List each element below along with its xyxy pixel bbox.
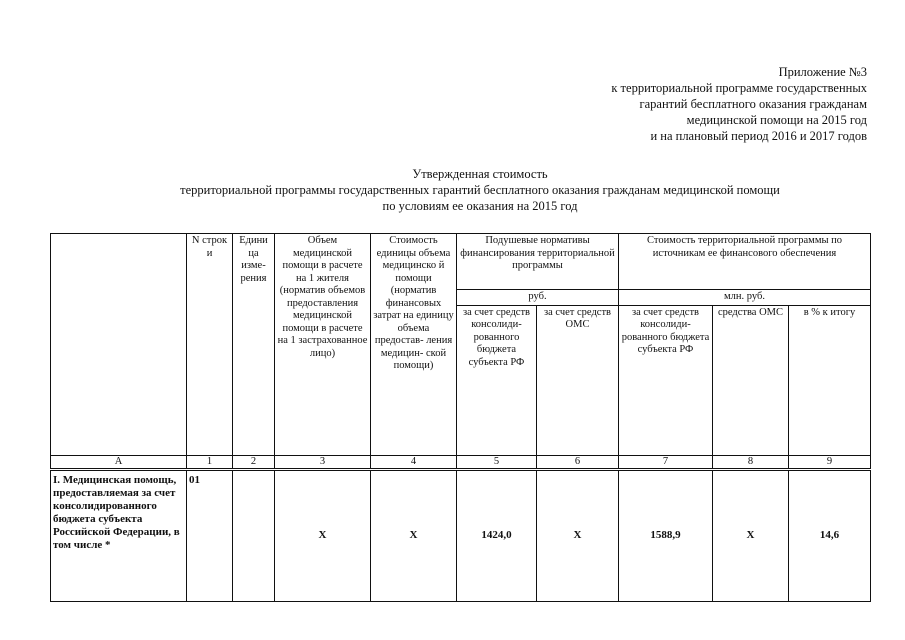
document-title [40, 166, 905, 214]
appendix-line: медицинской помощи на 2015 год [686, 113, 867, 127]
cost-table [50, 233, 871, 602]
header-row-1 [51, 234, 871, 290]
index-cell: 2 [233, 455, 275, 469]
row-c8: Х [713, 469, 789, 601]
row-c4: Х [371, 469, 457, 601]
header-mln-rub: млн. руб. [619, 290, 871, 306]
row-c9: 14,6 [789, 469, 871, 601]
header-cost-by-source: Стоимость территориальной программы по источникам ее финансового обеспечения [619, 234, 871, 290]
appendix-line: и на плановый период 2016 и 2017 годов [650, 129, 867, 143]
row-c3: Х [275, 469, 371, 601]
header-c5: за счет средств консолиди- рованного бюджета субъекта РФ [457, 305, 537, 455]
index-cell: 4 [371, 455, 457, 469]
title-line: Утвержденная стоимость [412, 167, 548, 181]
index-cell: 7 [619, 455, 713, 469]
header-row-number: N строк и [187, 234, 233, 456]
row-unit [233, 469, 275, 601]
row-c6: Х [537, 469, 619, 601]
title-line: по условиям ее оказания на 2015 год [382, 199, 578, 213]
index-cell: 3 [275, 455, 371, 469]
table-row [51, 469, 871, 601]
row-label: I. Медицинская помощь, предоставляемая за счет консолидированного бюджета субъекта Российской Федерации, в том числе * [51, 469, 187, 601]
row-c7: 1588,9 [619, 469, 713, 601]
header-c6: за счет средств ОМС [537, 305, 619, 455]
column-index-row [51, 455, 871, 469]
row-c5: 1424,0 [457, 469, 537, 601]
header-per-capita: Подушевые нормативы финансирования территориальной программы [457, 234, 619, 290]
header-c8: средства ОМС [713, 305, 789, 455]
index-cell: А [51, 455, 187, 469]
index-cell: 5 [457, 455, 537, 469]
header-rub: руб. [457, 290, 619, 306]
index-cell: 6 [537, 455, 619, 469]
header-volume: Объем медицинской помощи в расчете на 1 жителя (норматив объемов предоставления медицинской помощи в расчете на 1 застрахованное лицо) [275, 234, 371, 456]
index-cell: 1 [187, 455, 233, 469]
appendix-header [527, 64, 867, 144]
header-c7: за счет средств консолиди- рованного бюджета субъекта РФ [619, 305, 713, 455]
index-cell: 8 [713, 455, 789, 469]
row-line-number: 01 [187, 469, 233, 601]
header-label-cell [51, 234, 187, 456]
header-c9: в % к итогу [789, 305, 871, 455]
header-unit: Едини ца изме- рения [233, 234, 275, 456]
appendix-line: Приложение №3 [778, 65, 867, 79]
title-line: территориальной программы государственных гарантий бесплатного оказания гражданам медицинской помощи [180, 183, 780, 197]
appendix-line: гарантий бесплатного оказания гражданам [639, 97, 867, 111]
header-unit-cost: Стоимость единицы объема медицинско й помощи (норматив финансовых затрат на единицу объема предостав- ления медицин- ской помощи) [371, 234, 457, 456]
index-cell: 9 [789, 455, 871, 469]
appendix-line: к территориальной программе государственных [611, 81, 867, 95]
